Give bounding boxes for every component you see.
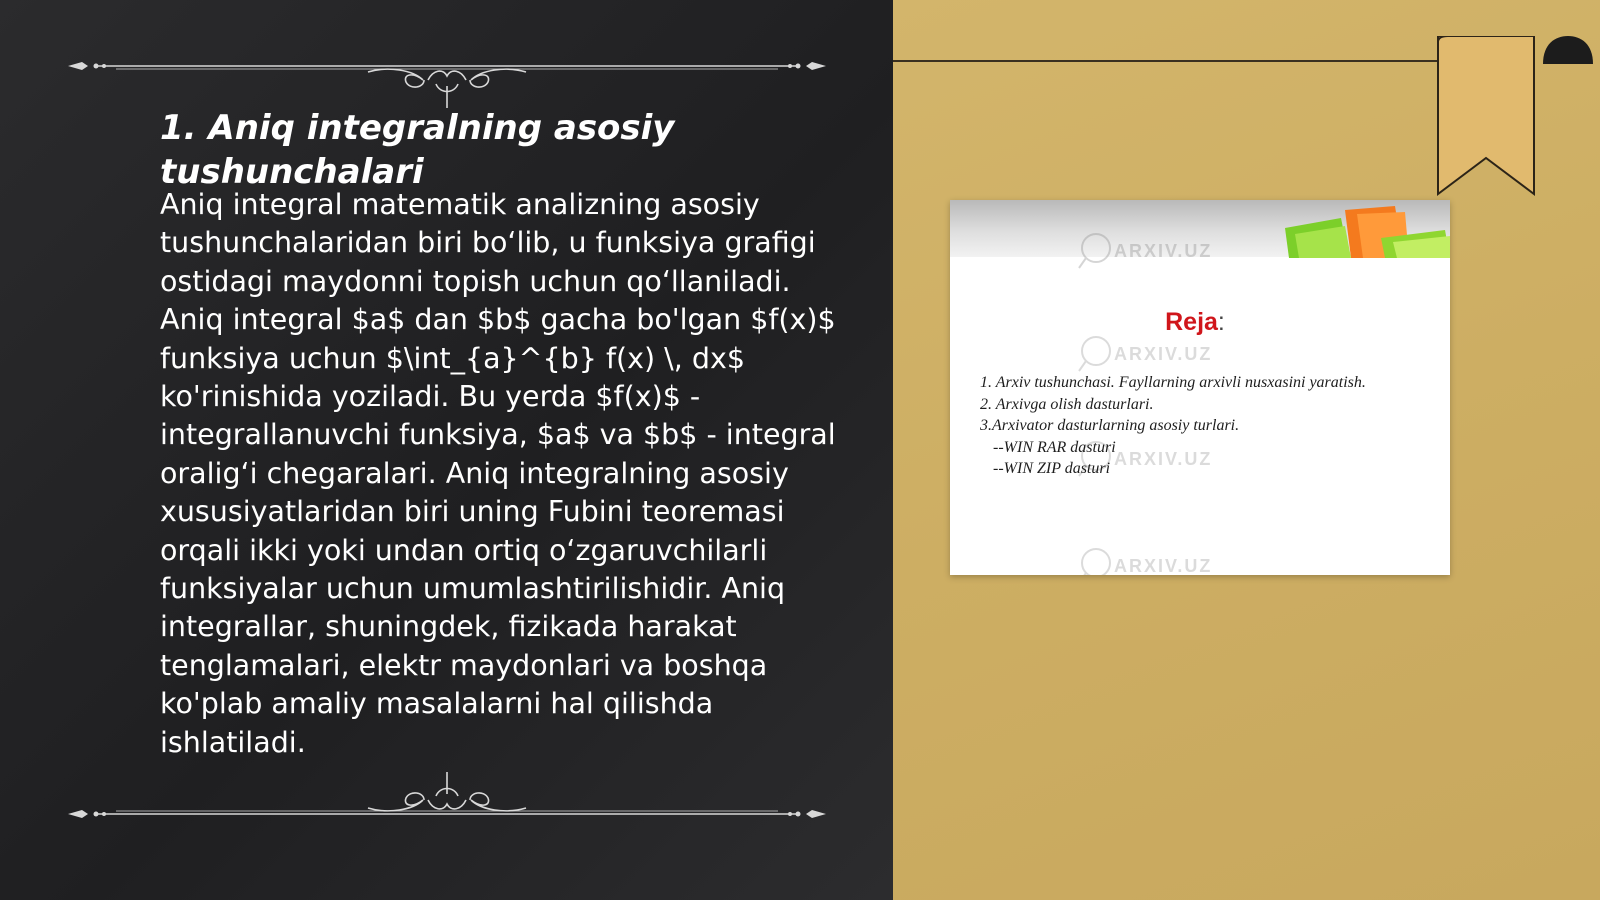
section-title: 1. Aniq integralning asosiy tushunchalari xyxy=(160,108,675,192)
embedded-slide-image xyxy=(950,200,1450,575)
list-item: --WIN RAR dasturi xyxy=(993,438,1116,456)
ornamental-divider-icon xyxy=(68,770,826,830)
list-item: 2. Arxivga olish dasturlari. xyxy=(980,395,1154,413)
folders-icon xyxy=(1285,204,1450,258)
svg-text:ARXIV.UZ: ARXIV.UZ xyxy=(1114,449,1213,469)
body-paragraph: Aniq integral matematik analizning asosiy tushunchalaridan biri bo‘lib, u funksiya grafigi ostidagi maydonni topish uchun qo‘llaniladi. Aniq integral $a$ dan $b$ gacha bo'lgan $f(x)$ funksiya uchun $\int_{a}^{b} f(x) \, dx$ ko'rinishida yoziladi. Bu yerda $f(x)$ - integrallanuvchi funksiya, $a$ va $b$ - integral oralig‘i chegaralari. Aniq integralning asosiy xususiyatlaridan biri uning Fubini teoremasi orqali ikki yoki undan ortiq o‘zgaruvchilarli funksiyalar uchun umumlashtirilishidir. Aniq integrallar, shuningdek, fizikada harakat tenglamalari, elektr maydonlari va boshqa ko'plab amaliy masalalarni hal qilishda ishlatiladi. xyxy=(160,188,836,759)
magnifier-watermark-icon xyxy=(1078,333,1248,373)
reja-title: Reja xyxy=(1165,308,1218,336)
magnifier-watermark-icon xyxy=(1078,230,1248,270)
ornamental-divider-icon xyxy=(68,50,826,110)
svg-text:ARXIV.UZ: ARXIV.UZ xyxy=(1114,556,1213,576)
svg-text:ARXIV.UZ: ARXIV.UZ xyxy=(1114,344,1213,364)
reja-heading xyxy=(950,308,1440,337)
svg-text:ARXIV.UZ: ARXIV.UZ xyxy=(1114,241,1213,261)
magnifier-watermark-icon xyxy=(1078,545,1248,575)
divider-line xyxy=(893,60,1438,62)
reja-colon: : xyxy=(1217,308,1225,336)
list-item: 1. Arxiv tushunchasi. Fayllarning arxivli nusxasini yaratish. xyxy=(980,374,1366,391)
plan-list xyxy=(980,372,1420,480)
bookmark-ribbon-icon xyxy=(1436,36,1536,196)
list-item: 3.Arxivator dasturlarning asosiy turlari. xyxy=(980,417,1240,435)
list-item: --WIN ZIP dasturi xyxy=(993,460,1111,478)
corner-curl-icon xyxy=(1543,36,1593,64)
